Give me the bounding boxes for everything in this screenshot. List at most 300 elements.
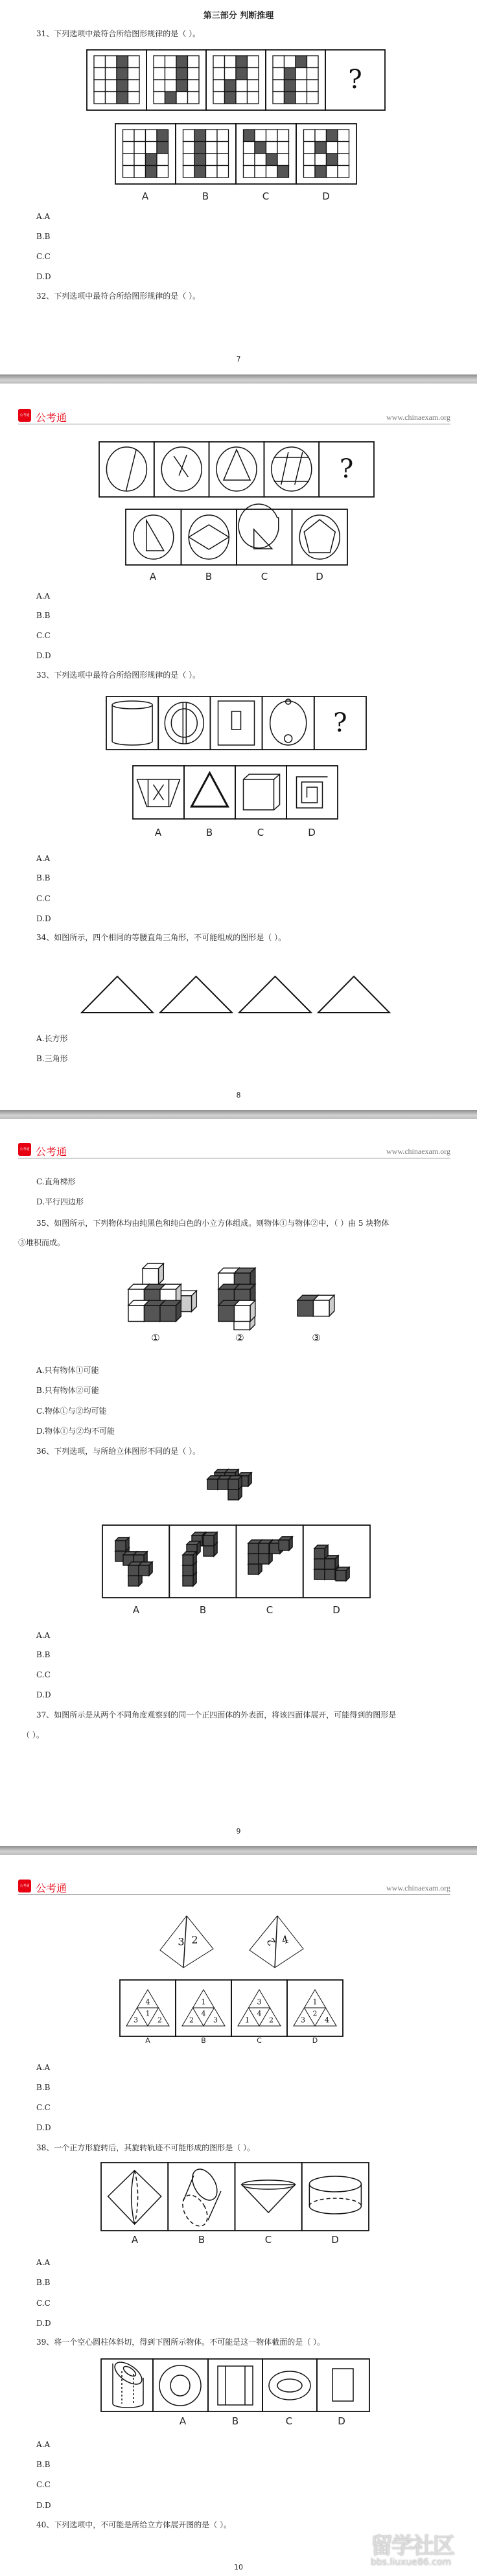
grid-cell xyxy=(176,92,188,104)
grid-cell xyxy=(338,142,349,154)
grid-cell xyxy=(244,142,255,154)
logo-icon: 公考通 xyxy=(18,409,31,422)
cylinder-top xyxy=(187,2165,222,2204)
grid-cell xyxy=(134,166,146,178)
cube-front xyxy=(204,1546,214,1556)
grid-cell xyxy=(285,68,296,80)
q39-option-d[interactable]: D.D xyxy=(36,2501,51,2510)
rect-shape xyxy=(218,2366,253,2405)
grid-cell xyxy=(206,166,218,178)
cube-front xyxy=(128,1565,139,1576)
q36-label-d: D xyxy=(332,1604,340,1616)
q39-label-b: B xyxy=(231,2415,239,2427)
cube-front xyxy=(325,1569,335,1580)
grid-cell xyxy=(327,154,338,166)
q40-text: 40、下列选项中，不可能是所给立方体展开图的是（ ）。 xyxy=(36,2520,232,2529)
grid-cell xyxy=(296,56,307,68)
q31-label-b: B xyxy=(202,190,209,202)
q39-option-b[interactable]: B.B xyxy=(36,2460,51,2469)
grid-cell xyxy=(327,142,338,154)
ring-inner xyxy=(277,2379,302,2392)
face-number: 1 xyxy=(145,2009,150,2018)
grid-cell xyxy=(165,80,177,92)
figure-cell xyxy=(264,442,319,497)
ring-outer xyxy=(269,2371,310,2400)
cube-front xyxy=(248,1543,259,1554)
q37-label-c: C xyxy=(257,2036,262,2045)
figure-cell xyxy=(317,2359,369,2411)
q39-label-c: C xyxy=(285,2415,293,2427)
grid-cell xyxy=(225,92,237,104)
spiral-shape xyxy=(297,777,328,808)
q35-figure-label-2: ② xyxy=(235,1332,244,1344)
grid-cell xyxy=(304,166,316,178)
page-number: 9 xyxy=(236,1827,241,1835)
grid-cell xyxy=(94,80,106,92)
grid-cell xyxy=(176,80,188,92)
grid-cell xyxy=(307,92,319,104)
section-title: 第三部分 判断推理 xyxy=(203,11,274,21)
grid-cell xyxy=(236,80,248,92)
cube-front xyxy=(325,1559,335,1569)
q31-label-c: C xyxy=(262,190,270,202)
grid-cell xyxy=(154,68,165,80)
grid-cell xyxy=(206,130,218,142)
cube-front xyxy=(218,1479,228,1489)
q33-option-b[interactable]: B.B xyxy=(36,873,51,882)
grid-cell xyxy=(273,68,285,80)
grid-cell xyxy=(123,142,135,154)
grid-cell xyxy=(225,68,237,80)
figure-cell xyxy=(302,2163,369,2231)
grid-cell xyxy=(154,56,165,68)
cube-front xyxy=(279,1540,289,1550)
grid-cell xyxy=(225,56,237,68)
grid-cell xyxy=(266,142,278,154)
grid-cell xyxy=(188,80,200,92)
grid-cell xyxy=(165,68,177,80)
figure-cell xyxy=(126,509,181,565)
q34-triangles-figure xyxy=(82,976,390,1013)
q39-option-a[interactable]: A.A xyxy=(36,2440,51,2449)
grid-cell xyxy=(327,166,338,178)
q38-option-a[interactable]: A.A xyxy=(36,2258,51,2267)
cube-front xyxy=(259,1543,269,1554)
cube-front xyxy=(143,1269,159,1285)
face-number: 2 xyxy=(191,1933,198,1946)
cylinder-top xyxy=(112,701,152,709)
grid-cell xyxy=(154,92,165,104)
face-number: 2 xyxy=(264,1935,279,1948)
grid-cell xyxy=(277,130,289,142)
q31-option-d[interactable]: D.D xyxy=(36,272,51,281)
circle-shape xyxy=(270,701,307,745)
q35-text-line2: ③堆积而成。 xyxy=(18,1238,65,1247)
grid-cell xyxy=(315,166,327,178)
grid-cell xyxy=(315,142,327,154)
q37-label-a: A xyxy=(145,2036,150,2045)
cube-front xyxy=(128,1576,139,1586)
figure-cell xyxy=(106,696,158,750)
notched-circle-shape xyxy=(238,504,279,548)
face-number: 4 xyxy=(325,2016,329,2025)
grid-cell xyxy=(123,130,135,142)
q35-text-line1: 35、如图所示，下列物体均由纯黑色和纯白色的小立方体组成。则物体①与物体②中，（ ）由 5 块物体 xyxy=(36,1219,390,1228)
grid-cell xyxy=(157,130,169,142)
figure-shape xyxy=(224,450,250,480)
grid-cell xyxy=(255,154,266,166)
q32-option-a[interactable]: A.A xyxy=(36,592,51,601)
grid-cell xyxy=(183,166,195,178)
circle-shape xyxy=(189,515,229,559)
face-number: 1 xyxy=(201,1997,206,2007)
brand-name: 公考通 xyxy=(36,1882,67,1894)
site-url: www.chinaexam.org xyxy=(386,1147,450,1156)
cube-front xyxy=(297,1300,314,1317)
q36-option-a xyxy=(115,1537,152,1586)
q37-option-d[interactable]: D.D xyxy=(36,2123,51,2132)
q36-option-a[interactable]: A.A xyxy=(36,1631,51,1640)
q34-option-b[interactable]: B.三角形 xyxy=(36,1054,68,1063)
q36-option-b xyxy=(183,1532,217,1586)
q38-label-d: D xyxy=(331,2234,339,2246)
grid-cell xyxy=(255,166,266,178)
cube-front xyxy=(145,1305,161,1322)
grid-cell xyxy=(128,92,140,104)
grid-cell xyxy=(206,154,218,166)
q38-label-c: C xyxy=(264,2234,272,2246)
grid-cell xyxy=(304,130,316,142)
grid-cell xyxy=(248,92,259,104)
grid-cell xyxy=(188,68,200,80)
pentagon-shape xyxy=(304,520,335,553)
watermark-url: bbs.liuxue86.com xyxy=(371,2557,452,2568)
small-circle-shape xyxy=(285,735,292,742)
rhombus-shape xyxy=(189,525,229,549)
q32-option-b[interactable]: B.B xyxy=(36,611,51,620)
page-header xyxy=(18,409,450,424)
ring-outer xyxy=(159,2365,201,2406)
q31-option-b[interactable]: B.B xyxy=(36,232,51,241)
grid-cell xyxy=(244,154,255,166)
grid-cell xyxy=(146,130,157,142)
grid-cell xyxy=(94,68,106,80)
grid-cell xyxy=(315,154,327,166)
figure-cell xyxy=(292,509,348,565)
watermark xyxy=(371,2528,454,2568)
grid-cell xyxy=(128,56,140,68)
grid-cell xyxy=(194,130,206,142)
grid-cell xyxy=(338,166,349,178)
cube-front xyxy=(183,1576,193,1586)
grid-cell xyxy=(117,92,128,104)
q37-option-a[interactable]: A.A xyxy=(36,2063,51,2072)
circle-shape xyxy=(134,515,174,559)
grid-cell xyxy=(194,154,206,166)
page-number: 7 xyxy=(236,355,241,363)
q36-option-b[interactable]: B.B xyxy=(36,1650,51,1659)
grid-cell xyxy=(106,68,117,80)
q32-text: 32、下列选项中最符合所给图形规律的是（ ）。 xyxy=(36,292,201,301)
q33-option-a[interactable]: A.A xyxy=(36,854,51,863)
figure-cell xyxy=(262,2359,317,2411)
circle-shape xyxy=(272,447,312,491)
logo-icon: 公考通 xyxy=(18,1143,31,1156)
triangle-shape xyxy=(82,976,153,1013)
cube-front xyxy=(235,1305,251,1322)
cube-front xyxy=(248,1564,259,1574)
q37-text-line1: 37、如图所示是从两个不同角度观察到的同一个正四面体的外表面，将该四面体展开，可能得到的图形是 xyxy=(36,1710,397,1719)
grid-cell xyxy=(157,142,169,154)
triangle-shape xyxy=(160,976,232,1013)
q35-figure-label-3: ③ xyxy=(312,1332,321,1344)
q38-option-b[interactable]: B.B xyxy=(36,2278,51,2287)
grid-cell xyxy=(236,68,248,80)
q32-question-figure xyxy=(99,442,374,497)
grid-cell xyxy=(176,68,188,80)
grid-cell xyxy=(217,142,229,154)
grid-cell xyxy=(304,142,316,154)
hole-top xyxy=(122,2365,137,2378)
q37-text-line2: （ ）。 xyxy=(22,1731,44,1740)
q38-option-d[interactable]: D.D xyxy=(36,2319,51,2328)
q35-option-a[interactable]: A.只有物体①可能 xyxy=(36,1366,99,1375)
q36-option-c[interactable]: C.C xyxy=(36,1670,51,1679)
face-number: 2 xyxy=(157,2016,162,2025)
grid-cell xyxy=(176,56,188,68)
q39-text: 39、将一个空心圆柱体斜切，得到下图所示物体。不可能是这一物体截面的是（ ）。 xyxy=(36,2338,325,2347)
q34-option-a[interactable]: A.长方形 xyxy=(36,1034,68,1043)
q33-label-a: A xyxy=(154,827,162,838)
grid-cell xyxy=(244,166,255,178)
q34-text: 34、如图所示，四个相同的等腰直角三角形，不可能组成的图形是（ ）。 xyxy=(36,933,286,942)
cylinder-bottom xyxy=(309,2206,361,2214)
q35-option-d[interactable]: D.物体①与②均不可能 xyxy=(36,1427,115,1436)
grid-cell xyxy=(94,56,106,68)
triangle-shape xyxy=(146,520,164,551)
grid-cell xyxy=(307,56,319,68)
grid-cell xyxy=(338,154,349,166)
q33-options-figure xyxy=(133,766,338,819)
cube-front xyxy=(204,1535,214,1546)
figure-cell xyxy=(153,2359,208,2411)
face-number: 1 xyxy=(245,2016,250,2025)
q39-label-a: A xyxy=(179,2415,187,2427)
grid-cell xyxy=(307,80,319,92)
grid-cell xyxy=(106,56,117,68)
ring-inner xyxy=(170,2375,190,2396)
grid-cell xyxy=(273,92,285,104)
cube-front xyxy=(259,1554,269,1564)
q37-label-b: B xyxy=(201,2036,206,2045)
q36-option-d[interactable]: D.D xyxy=(36,1690,51,1699)
q36-question-figure xyxy=(207,1469,251,1500)
grid-cell xyxy=(315,130,327,142)
figure-cell xyxy=(286,766,338,819)
cube-front xyxy=(336,1570,346,1581)
cube-front xyxy=(314,1300,330,1317)
cube-front xyxy=(314,1559,325,1569)
site-url: www.chinaexam.org xyxy=(386,413,450,422)
cube-front xyxy=(115,1541,126,1551)
cube-front xyxy=(183,1555,193,1565)
grid-cell xyxy=(296,80,307,92)
grid-cell xyxy=(266,154,278,166)
q39-option-c[interactable]: C.C xyxy=(36,2480,51,2489)
q32-label-b: B xyxy=(205,571,213,582)
rect-shape xyxy=(218,701,255,745)
q31-label-d: D xyxy=(322,190,330,202)
grid-cell xyxy=(146,166,157,178)
grid-cell xyxy=(236,56,248,68)
grid-cell xyxy=(183,154,195,166)
q33-question-figure xyxy=(106,696,366,750)
grid-cell xyxy=(106,92,117,104)
q31-options-figure xyxy=(115,124,356,184)
q34-option-c[interactable]: C.直角梯形 xyxy=(36,1177,76,1186)
grid-cell xyxy=(117,80,128,92)
q35-object-2 xyxy=(218,1268,255,1329)
grid-cell xyxy=(183,130,195,142)
grid-cell xyxy=(285,56,296,68)
face-number: 4 xyxy=(145,1997,150,2007)
q38-option-c[interactable]: C.C xyxy=(36,2299,51,2308)
cube-front xyxy=(207,1479,218,1489)
q35-option-c[interactable]: C.物体①与②均可能 xyxy=(36,1407,107,1416)
grid-cell xyxy=(146,154,157,166)
face-number: 3 xyxy=(257,1997,262,2007)
grid-cell xyxy=(188,92,200,104)
slanted-top xyxy=(111,2358,145,2388)
q37-options-figure xyxy=(120,1980,343,2036)
face-number: 3 xyxy=(301,2016,305,2025)
grid-cell xyxy=(128,68,140,80)
site-url: www.chinaexam.org xyxy=(386,1883,450,1892)
q35-object-1 xyxy=(128,1263,196,1321)
grid-cell xyxy=(277,142,289,154)
brand-name: 公考通 xyxy=(36,1145,67,1158)
figure-line xyxy=(174,456,188,477)
face-number: 2 xyxy=(269,2016,273,2025)
cube-front xyxy=(128,1305,145,1322)
q31-label-a: A xyxy=(141,190,149,202)
figure-cell xyxy=(237,509,292,565)
q32-option-d[interactable]: D.D xyxy=(36,651,51,660)
cube-front xyxy=(228,1479,238,1489)
q38-text: 38、一个正方形旋转后，其旋转轨迹不可能形成的图形是（ ）。 xyxy=(36,2143,255,2152)
small-circle-shape xyxy=(286,699,291,704)
q33-text: 33、下列选项中最符合所给图形规律的是（ ）。 xyxy=(36,671,201,680)
page-separator xyxy=(0,1846,477,1855)
grid-cell xyxy=(146,142,157,154)
q36-option-d xyxy=(314,1545,349,1581)
grid-cell xyxy=(117,56,128,68)
face-number: 3 xyxy=(178,1935,185,1948)
grid-cell xyxy=(217,154,229,166)
page-number: 10 xyxy=(234,2563,243,2571)
q32-option-c[interactable]: C.C xyxy=(36,631,51,640)
base xyxy=(113,2404,143,2408)
grid-cell xyxy=(236,92,248,104)
watermark-title: 留学社区 xyxy=(371,2533,454,2559)
grid-cell xyxy=(217,166,229,178)
face-number: 4 xyxy=(201,2009,206,2018)
dashed-curve xyxy=(135,2170,138,2224)
q31-question-figure xyxy=(87,50,385,110)
grid-cell xyxy=(255,130,266,142)
cube-front xyxy=(248,1554,259,1564)
inner-rect-shape xyxy=(232,711,241,730)
q35-object-3 xyxy=(297,1295,334,1316)
q33-label-d: D xyxy=(308,827,316,838)
q37-option-b[interactable]: B.B xyxy=(36,2083,51,2092)
q36-option-c xyxy=(248,1537,292,1574)
question-mark-icon: ? xyxy=(333,708,347,738)
q32-label-a: A xyxy=(149,571,157,582)
q31-option-a[interactable]: A.A xyxy=(36,212,51,221)
grid-cell xyxy=(194,142,206,154)
cube-front xyxy=(160,1305,176,1322)
grid-cell xyxy=(117,68,128,80)
question-mark-icon: ? xyxy=(348,65,362,95)
page-header xyxy=(18,1143,450,1158)
q32-label-d: D xyxy=(316,571,323,582)
q36-label-a: A xyxy=(132,1604,140,1616)
cube-front xyxy=(314,1569,325,1580)
face-number: 4 xyxy=(257,2009,262,2018)
face-number: 3 xyxy=(213,2016,218,2025)
page-number: 8 xyxy=(236,1091,241,1099)
cylinder-top xyxy=(309,2176,361,2192)
figure-line xyxy=(183,2176,194,2201)
grid-cell xyxy=(327,130,338,142)
cube-front xyxy=(218,1305,235,1322)
q37-label-d: D xyxy=(312,2036,318,2045)
q33-option-c[interactable]: C.C xyxy=(36,894,51,903)
grid-cell xyxy=(244,130,255,142)
grid-cell xyxy=(213,80,225,92)
q35-option-b[interactable]: B.只有物体②可能 xyxy=(36,1386,99,1395)
grid-cell xyxy=(248,80,259,92)
grid-cell xyxy=(255,142,266,154)
figure-line xyxy=(208,2191,221,2220)
curve xyxy=(132,2170,135,2224)
grid-cell xyxy=(296,68,307,80)
face-number: 2 xyxy=(312,2009,318,2018)
face-number: 1 xyxy=(312,1997,318,2007)
circle-shape xyxy=(106,447,146,491)
inner-circle-shape xyxy=(171,709,197,737)
q33-label-b: B xyxy=(205,827,213,838)
circle-shape xyxy=(216,447,257,491)
logo-icon: 公考通 xyxy=(18,1880,31,1892)
triangle-shape xyxy=(318,976,390,1013)
q31-option-c[interactable]: C.C xyxy=(36,252,51,261)
grid-cell xyxy=(307,68,319,80)
q33-label-c: C xyxy=(257,827,264,838)
q33-option-d[interactable]: D.D xyxy=(36,914,51,923)
grid-cell xyxy=(217,130,229,142)
question-mark-icon: ? xyxy=(339,454,354,484)
grid-cell xyxy=(188,56,200,68)
grid-cell xyxy=(213,56,225,68)
grid-cell xyxy=(165,56,177,68)
grid-cell xyxy=(338,130,349,142)
grid-cell xyxy=(165,92,177,104)
q34-option-d[interactable]: D.平行四边形 xyxy=(36,1197,84,1206)
cylinder-bottom xyxy=(178,2191,213,2230)
q37-option-c[interactable]: C.C xyxy=(36,2103,51,2112)
